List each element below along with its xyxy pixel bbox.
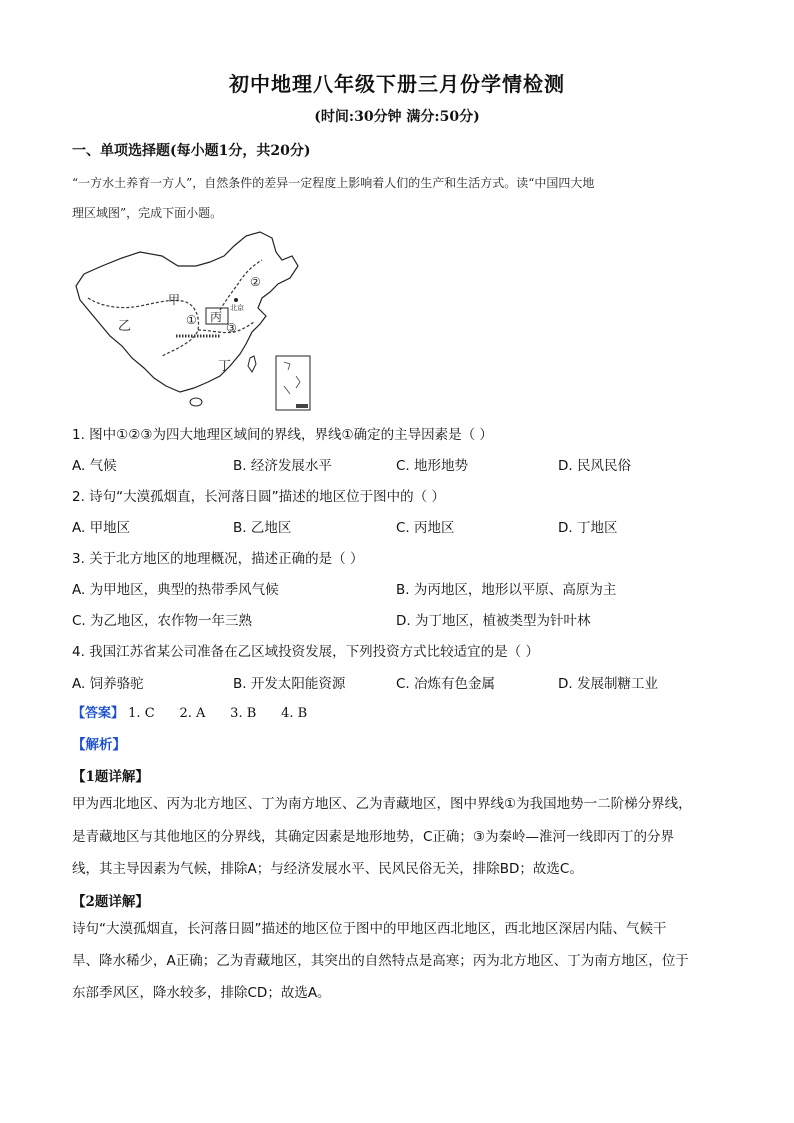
- hainan-island: [190, 398, 202, 406]
- south-china-sea-inset: [276, 356, 310, 410]
- detail-2-tag: 【2题详解】: [72, 894, 149, 910]
- map-label-boundary-2: ②: [250, 275, 261, 289]
- question-2-option-c[interactable]: C. 丙地区: [396, 520, 455, 536]
- answer-tag: 【答案】: [72, 706, 125, 721]
- question-1-option-a[interactable]: A. 气候: [72, 458, 117, 474]
- exam-meta: (时间:30分钟 满分:50分): [314, 109, 480, 125]
- detail-1-line-1: 甲为西北地区、丙为北方地区、丁为南方地区、乙为青藏地区，图中界线①为我国地势一二阶梯分界线，: [72, 796, 692, 812]
- answer-item: 3. B: [230, 706, 257, 721]
- question-1-option-d[interactable]: D. 民风民俗: [558, 458, 631, 474]
- question-1-stem: 1. 图中①②③为四大地理区域间的界线，界线①确定的主导因素是（ ）: [72, 427, 493, 443]
- question-4-option-c[interactable]: C. 冶炼有色金属: [396, 676, 496, 692]
- question-2-option-d[interactable]: D. 丁地区: [558, 520, 618, 536]
- question-3-option-c[interactable]: C. 为乙地区，农作物一年三熟: [72, 613, 253, 629]
- question-3-stem: 3. 关于北方地区的地理概况，描述正确的是（ ）: [72, 551, 364, 567]
- boundary-line-1: [88, 298, 199, 356]
- map-label-bing: 丙: [210, 310, 223, 324]
- map-label-beijing: 北京: [230, 304, 244, 312]
- answer-item: 4. B: [281, 706, 308, 721]
- map-label-yi: 乙: [118, 319, 132, 334]
- section-heading: 一、单项选择题(每小题1分，共20分): [72, 143, 311, 159]
- detail-2-line-2: 旱、降水稀少，A正确；乙为青藏地区，其突出的自然特点是高寒；丙为北方地区、丁为南方地区，位于: [72, 953, 689, 969]
- answer-row: [72, 702, 307, 721]
- question-3-option-a[interactable]: A. 为甲地区，典型的热带季风气候: [72, 582, 279, 598]
- intro-line-2: 理区域图”，完成下面小题。: [72, 206, 223, 220]
- question-3-option-d[interactable]: D. 为丁地区，植被类型为针叶林: [396, 613, 591, 629]
- map-label-boundary-1: ①: [186, 313, 197, 327]
- analysis-tag: 【解析】: [72, 737, 126, 753]
- detail-2-line-3: 东部季风区，降水较多，排除CD；故选A。: [72, 985, 331, 1001]
- question-2-stem: 2. 诗句“大漠孤烟直，长河落日圆”描述的地区位于图中的（ ）: [72, 489, 445, 505]
- intro-line-1: “一方水土养育一方人”，自然条件的差异一定程度上影响着人们的生产和生活方式。读“中国四大地: [72, 176, 595, 190]
- taiwan-island: [248, 356, 256, 372]
- question-4-stem: 4. 我国江苏省某公司准备在乙区域投资发展，下列投资方式比较适宜的是（ ）: [72, 644, 539, 660]
- map-label-boundary-3: ③: [226, 321, 237, 335]
- question-4-option-a[interactable]: A. 饲养骆驼: [72, 676, 144, 692]
- detail-1-line-2: 是青藏地区与其他地区的分界线，其确定因素是地形地势，C正确；③为秦岭—淮河一线即丙丁的分界: [72, 829, 675, 845]
- answer-item: 1. C: [128, 706, 155, 721]
- question-2-option-b[interactable]: B. 乙地区: [233, 520, 292, 536]
- map-label-ding: 丁: [218, 359, 232, 374]
- detail-2-line-1: 诗句“大漠孤烟直，长河落日圆”描述的地区位于图中的甲地区西北地区，西北地区深居内陆、气候干: [72, 921, 667, 937]
- question-3-option-b[interactable]: B. 为丙地区，地形以平原、高原为主: [396, 582, 617, 598]
- page-title: 初中地理八年级下册三月份学情检测: [229, 72, 565, 96]
- china-outline: [76, 232, 298, 392]
- question-4-option-b[interactable]: B. 开发太阳能资源: [233, 676, 346, 692]
- question-1-option-b[interactable]: B. 经济发展水平: [233, 458, 332, 474]
- answer-item: 2. A: [179, 706, 206, 721]
- detail-1-line-3: 线，其主导因素为气候，排除A；与经济发展水平、民风民俗无关，排除BD；故选C。: [72, 861, 583, 877]
- detail-1-tag: 【1题详解】: [72, 769, 149, 785]
- china-region-map: [70, 226, 342, 412]
- question-4-option-d[interactable]: D. 发展制糖工业: [558, 676, 658, 692]
- question-2-option-a[interactable]: A. 甲地区: [72, 520, 131, 536]
- question-1-option-c[interactable]: C. 地形地势: [396, 458, 469, 474]
- beijing-marker: [234, 298, 238, 302]
- map-label-jia: 甲: [168, 293, 181, 307]
